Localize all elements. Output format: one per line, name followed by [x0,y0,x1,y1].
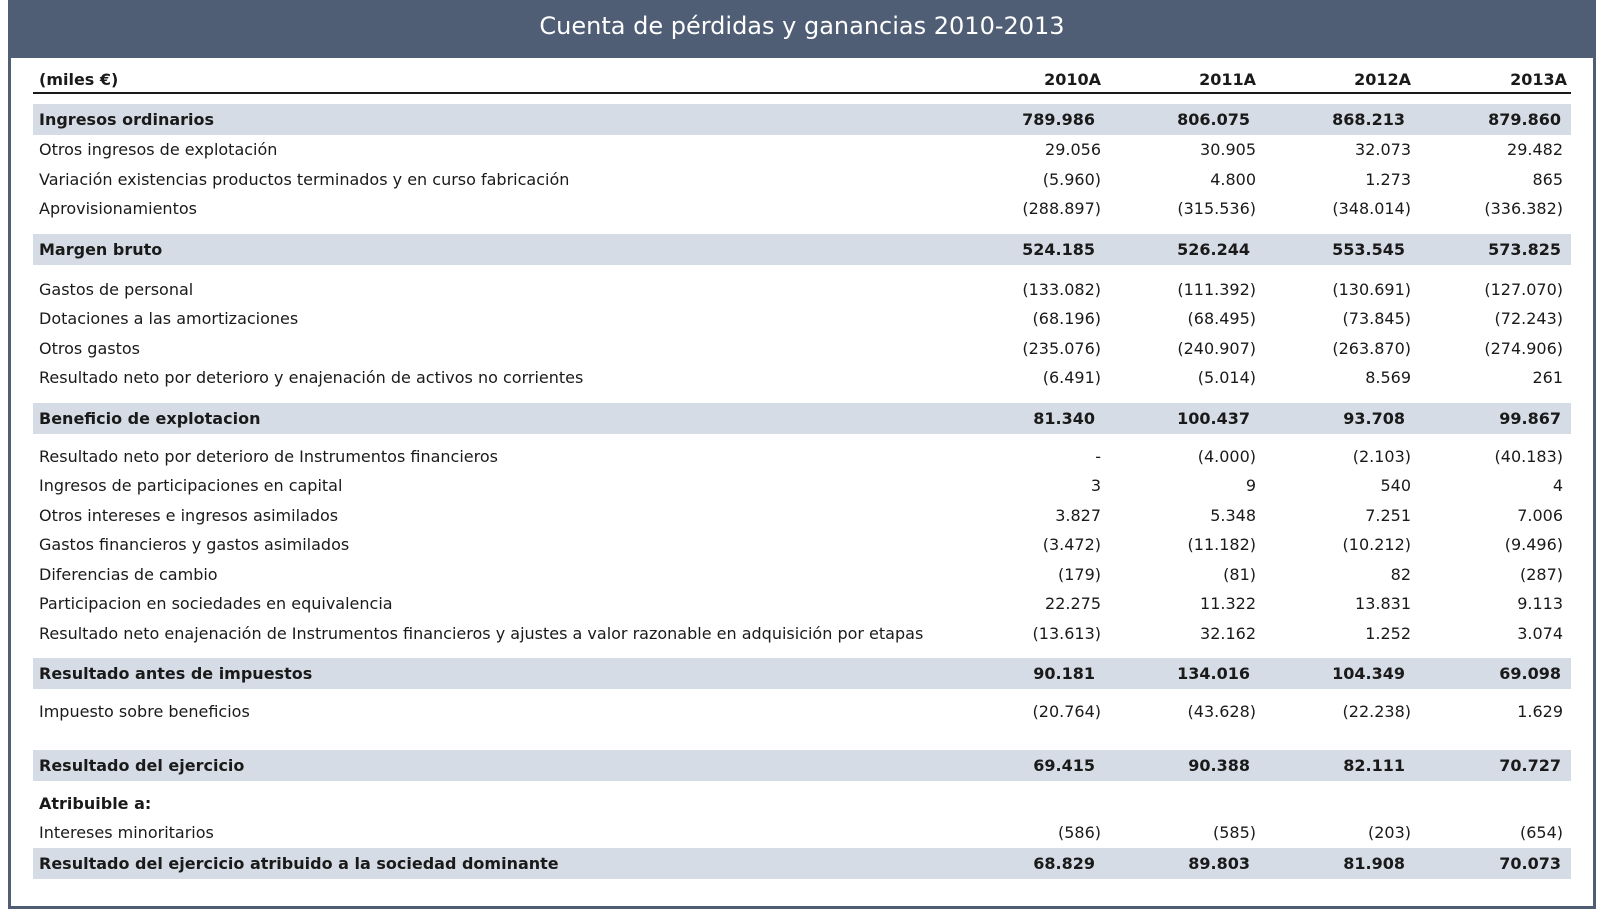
row-label: Otros gastos [39,338,140,358]
table-row [33,363,1571,393]
row-label: Otros ingresos de explotación [39,140,278,159]
cell-2010A: (68.196) [1032,309,1101,328]
year-header-2013: 2013A [1510,70,1567,89]
table-row [33,334,1571,364]
row-label: Ingresos de participaciones en capital [39,476,343,495]
unit-label: (miles €) [39,70,119,89]
row-label: Beneficio de explotacion [39,408,261,428]
row-label: Otros intereses e ingresos asimilados [39,505,339,525]
cell-2012A: 1.252 [1365,623,1411,643]
cell-2013A: 865 [1532,169,1563,189]
cell-2013A: 7.006 [1517,505,1563,525]
pl-table [33,66,1571,879]
table-row [33,619,1571,649]
cell-2010A: 29.056 [1045,140,1101,159]
cell-2012A: (2.103) [1352,446,1411,466]
cell-2011A: (111.392) [1177,279,1256,299]
row-label: Participacion en sociedades en equivalencia [39,594,393,613]
row-spacer [33,689,1571,697]
cell-2011A: (240.907) [1177,338,1256,358]
cell-2013A: 261 [1532,368,1563,387]
cell-2010A: 68.829 [1033,853,1095,873]
table-row [33,135,1571,165]
cell-2012A: (130.691) [1332,279,1411,299]
cell-2012A: (73.845) [1342,309,1411,328]
table-row [33,789,1571,819]
cell-2010A: (288.897) [1022,199,1101,218]
table-row [33,530,1571,560]
cell-2010A: 3.827 [1055,505,1101,525]
cell-2012A: (348.014) [1332,199,1411,218]
cell-2010A: 22.275 [1045,594,1101,613]
table-row [33,165,1571,195]
subtotal-row [33,234,1571,265]
cell-2012A: 82.111 [1343,755,1405,775]
row-label: Variación existencias productos terminados y en curso fabricación [39,169,570,189]
row-label: Resultado del ejercicio [39,755,245,775]
row-label: Margen bruto [39,239,163,259]
cell-2011A: 90.388 [1188,755,1250,775]
cell-2012A: 1.273 [1365,169,1411,189]
cell-2013A: 1.629 [1517,702,1563,721]
cell-2012A: 540 [1380,476,1411,495]
cell-2012A: (203) [1367,823,1411,842]
cell-2010A: (5.960) [1042,169,1101,189]
row-spacer [33,265,1571,275]
subtotal-row [33,750,1571,781]
cell-2013A: (127.070) [1484,279,1563,299]
cell-2011A: (81) [1223,564,1256,584]
cell-2011A: 32.162 [1200,623,1256,643]
cell-2012A: 82 [1390,564,1411,584]
cell-2013A: (40.183) [1494,446,1563,466]
row-spacer [33,648,1571,658]
row-label: Resultado del ejercicio atribuido a la sociedad dominante [39,853,559,873]
table-row [33,560,1571,590]
table-row [33,442,1571,472]
cell-2013A: (336.382) [1484,199,1563,218]
cell-2013A: 99.867 [1499,408,1561,428]
row-spacer [33,727,1571,750]
cell-2012A: (22.238) [1342,702,1411,721]
row-label: Intereses minoritarios [39,823,214,842]
cell-2012A: 553.545 [1332,239,1405,259]
cell-2013A: 3.074 [1517,623,1563,643]
table-row [33,697,1571,727]
row-label: Aprovisionamientos [39,199,197,218]
cell-2012A: (10.212) [1342,535,1411,554]
row-spacer [33,434,1571,442]
cell-2011A: (11.182) [1187,535,1256,554]
cell-2013A: 29.482 [1507,140,1563,159]
table-row [33,501,1571,531]
cell-2011A: 11.322 [1200,594,1256,613]
cell-2012A: 13.831 [1355,594,1411,613]
row-label: Dotaciones a las amortizaciones [39,309,299,328]
row-spacer [33,781,1571,789]
cell-2013A: 4 [1552,476,1563,495]
cell-2011A: 4.800 [1210,169,1256,189]
cell-2011A: (315.536) [1177,199,1256,218]
row-label: Ingresos ordinarios [39,110,215,129]
cell-2012A: 8.569 [1365,368,1411,387]
cell-2013A: 9.113 [1517,594,1563,613]
cell-2012A: 81.908 [1343,853,1405,873]
cell-2013A: 879.860 [1488,110,1561,129]
cell-2010A: (6.491) [1042,368,1101,387]
cell-2010A: 789.986 [1022,110,1095,129]
cell-2010A: 90.181 [1033,664,1095,683]
cell-2011A: 526.244 [1177,239,1250,259]
table-row [33,304,1571,334]
cell-2013A: 70.073 [1499,853,1561,873]
cell-2011A: 30.905 [1200,140,1256,159]
cell-2010A: 81.340 [1033,408,1095,428]
cell-2011A: (43.628) [1187,702,1256,721]
row-label: Resultado neto enajenación de Instrumentos financieros y ajustes a valor razonable en adquisición por etapas [39,623,924,643]
cell-2010A: (179) [1057,564,1101,584]
cell-2010A: (235.076) [1022,338,1101,358]
row-spacer [33,94,1571,104]
table-row [33,194,1571,224]
cell-2011A: (68.495) [1187,309,1256,328]
cell-2012A: 868.213 [1332,110,1405,129]
row-label: Resultado neto por deterioro de Instrumentos financieros [39,446,498,466]
cell-2011A: 806.075 [1177,110,1250,129]
cell-2010A: 524.185 [1022,239,1095,259]
cell-2013A: (9.496) [1504,535,1563,554]
cell-2012A: 104.349 [1332,664,1405,683]
cell-2010A: (586) [1057,823,1101,842]
cell-2013A: (274.906) [1484,338,1563,358]
row-label: Gastos de personal [39,279,194,299]
subtotal-row [33,403,1571,434]
table-row [33,589,1571,619]
cell-2013A: 69.098 [1499,664,1561,683]
cell-2010A: (133.082) [1022,279,1101,299]
row-label: Diferencias de cambio [39,564,218,584]
cell-2010A: (20.764) [1032,702,1101,721]
cell-2010A: 3 [1090,476,1101,495]
year-header-2011: 2011A [1199,70,1256,89]
cell-2011A: 5.348 [1210,505,1256,525]
pl-statement-panel [8,0,1596,909]
year-header-2012: 2012A [1354,70,1411,89]
row-spacer [33,224,1571,234]
row-label: Gastos financieros y gastos asimilados [39,535,350,554]
table-row [33,818,1571,848]
cell-2011A: 100.437 [1177,408,1250,428]
row-spacer [33,393,1571,403]
cell-2012A: (263.870) [1332,338,1411,358]
cell-2010A: - [1095,446,1101,466]
table-row [33,471,1571,501]
cell-2013A: 573.825 [1488,239,1561,259]
cell-2012A: 7.251 [1365,505,1411,525]
cell-2010A: (3.472) [1042,535,1101,554]
table-row [33,275,1571,305]
row-label: Resultado neto por deterioro y enajenación de activos no corrientes [39,368,584,387]
cell-2013A: (287) [1519,564,1563,584]
panel-title: Cuenta de pérdidas y ganancias 2010-2013 [11,0,1593,58]
cell-2011A: 89.803 [1188,853,1250,873]
subtotal-row [33,848,1571,879]
cell-2011A: (5.014) [1197,368,1256,387]
cell-2013A: 70.727 [1499,755,1561,775]
row-label: Resultado antes de impuestos [39,664,313,683]
table-header [33,66,1571,94]
row-label: Impuesto sobre beneficios [39,702,250,721]
subtotal-row [33,658,1571,689]
cell-2011A: 9 [1245,476,1256,495]
year-header-2010: 2010A [1044,70,1101,89]
cell-2013A: (654) [1519,823,1563,842]
cell-2012A: 32.073 [1355,140,1411,159]
cell-2012A: 93.708 [1343,408,1405,428]
table-body [33,94,1571,879]
cell-2013A: (72.243) [1494,309,1563,328]
cell-2011A: (4.000) [1197,446,1256,466]
subtotal-row [33,104,1571,135]
cell-2011A: 134.016 [1177,664,1250,683]
row-label: Atribuible a: [39,793,152,813]
cell-2010A: (13.613) [1032,623,1101,643]
cell-2011A: (585) [1212,823,1256,842]
cell-2010A: 69.415 [1033,755,1095,775]
